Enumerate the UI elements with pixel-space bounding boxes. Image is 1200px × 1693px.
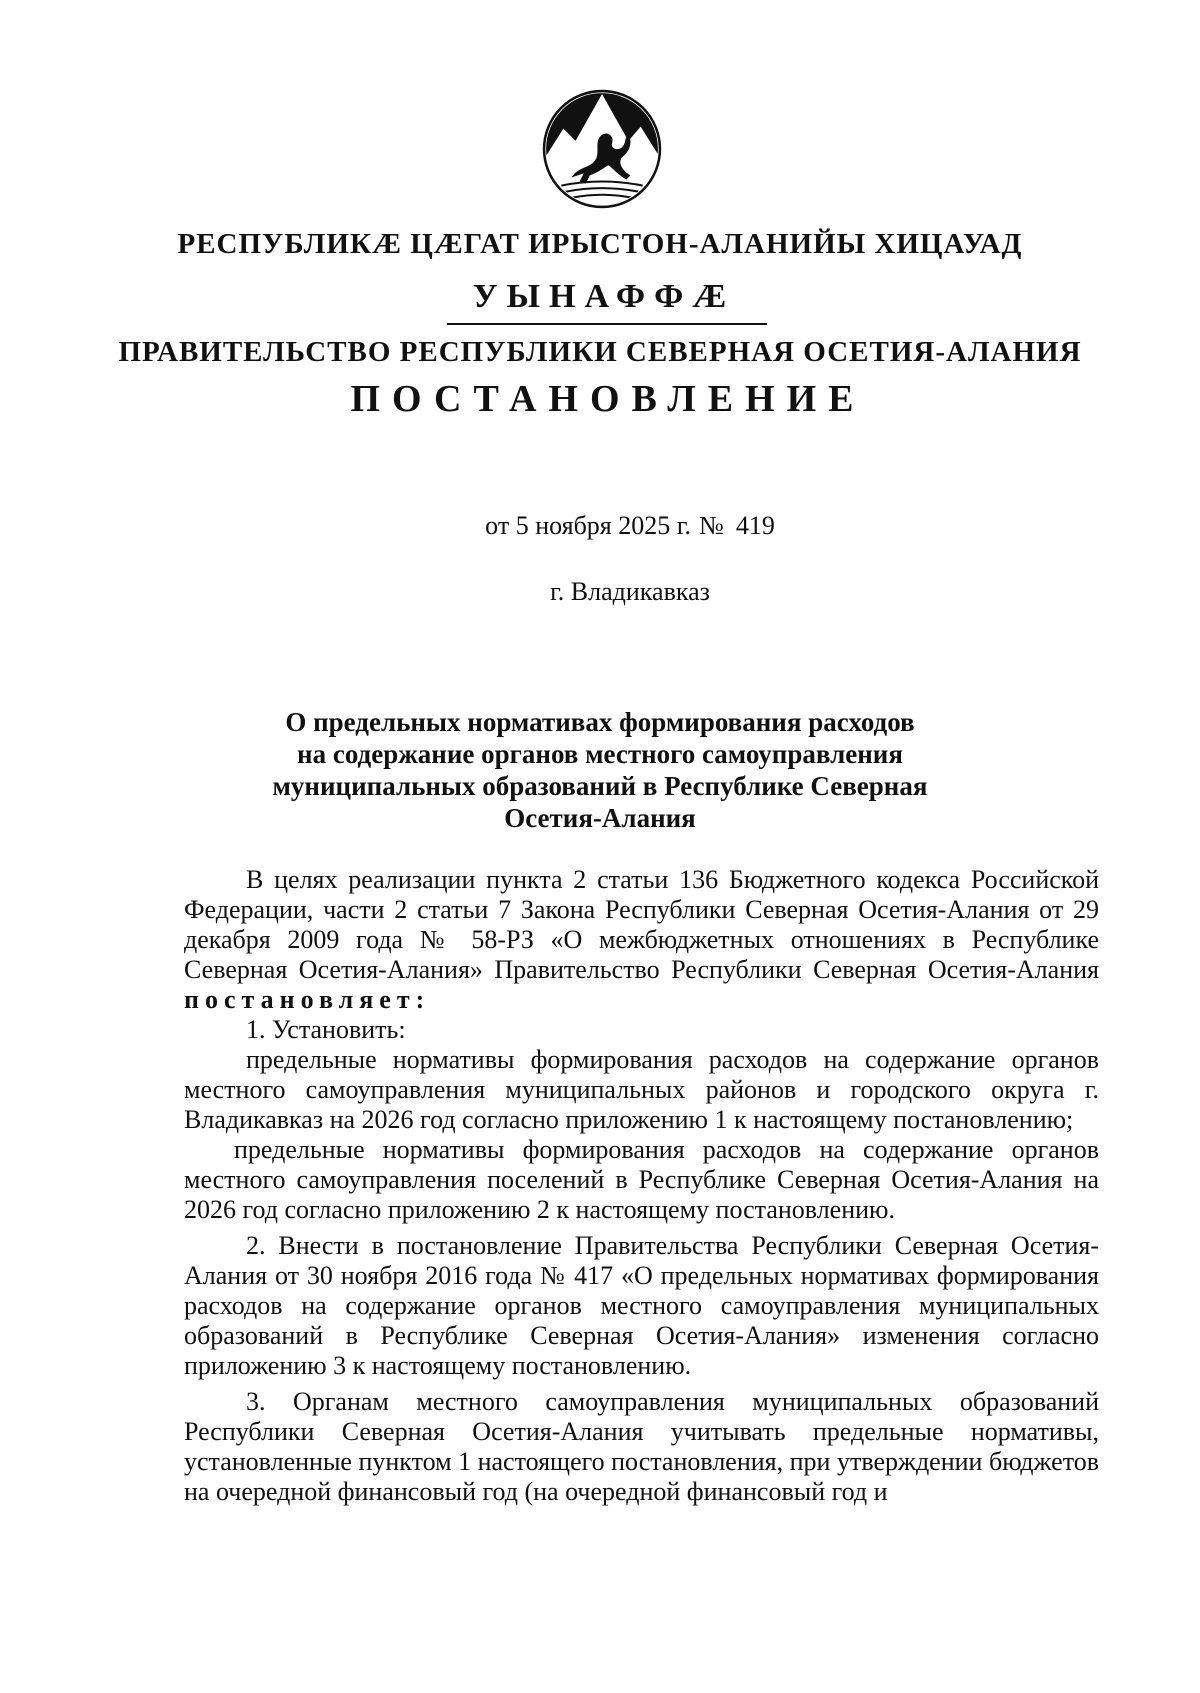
russian-document-type: ПОСТАНОВЛЕНИЕ bbox=[350, 378, 866, 420]
russian-government-heading: ПРАВИТЕЛЬСТВО РЕСПУБЛИКИ СЕВЕРНАЯ ОСЕТИЯ-АЛАНИЯ bbox=[118, 336, 1082, 368]
ossetian-document-type: УЫНАФФÆ bbox=[472, 278, 736, 315]
document-date-number bbox=[0, 511, 1200, 541]
decree-word: постановляет: bbox=[184, 985, 431, 1014]
item-1-title: 1. Установить: bbox=[246, 1015, 406, 1044]
item-2-paragraph: 2. Внести в постановление Правительства Республики Северная Осетия-Алания от 30 ноября 2016 года № 417 «О предельных нормативах формирования расходов на содержание органов местного самоуправления муниципальных образований в Республике Северная Осетия-Алания» изменения согласно приложению 3 к настоящему постановлению. bbox=[184, 1231, 1099, 1380]
number-sign: № bbox=[699, 511, 724, 540]
title-line: на содержание органов местного самоуправления bbox=[297, 739, 903, 769]
title-line: муниципальных образований в Республике Северная bbox=[272, 771, 928, 801]
title-line: Осетия-Алания bbox=[504, 803, 696, 833]
title-line: О предельных нормативах формирования расходов bbox=[285, 707, 915, 737]
document-number: 419 bbox=[735, 511, 775, 540]
document-city: г. Владикавказ bbox=[550, 577, 710, 606]
item-1-subparagraph-a: предельные нормативы формирования расходов на содержание органов местного самоуправления муниципальных районов и городского округа г. Владикавказ на 2026 год согласно приложению 1 к настоящему постановлению; bbox=[184, 1045, 1099, 1134]
document-date: от 5 ноября 2025 г. bbox=[485, 511, 691, 540]
header-divider bbox=[447, 323, 767, 325]
preamble-text: В целях реализации пункта 2 статьи 136 Бюджетного кодекса Российской Федерации, части 2 статьи 7 Закона Республики Северная Осетия-Алания от 29 декабря 2009 года № 58-РЗ «О межбюджетных отношениях в Республике Северная Осетия-Алания» Правительство Республики Северная Осетия-Алания bbox=[184, 865, 1099, 984]
ossetian-government-heading: РЕСПУБЛИКÆ ЦÆГАТ ИРЫСТОН-АЛАНИЙЫ ХИЦАУАД bbox=[177, 228, 1023, 260]
preamble-paragraph bbox=[184, 865, 1099, 1015]
coat-of-arms-emblem bbox=[541, 88, 663, 210]
item-1-subparagraph-b: предельные нормативы формирования расходов на содержание органов местного самоуправления поселений в Республике Северная Осетия-Алания на 2026 год согласно приложению 2 к настоящему постановлению. bbox=[184, 1135, 1099, 1224]
item-3-paragraph: 3. Органам местного самоуправления муниципальных образований Республики Северная Осетия-Алания учитывать предельные нормативы, установленные пунктом 1 настоящего постановления, при утверждении бюджетов на очередной финансовый год (на очередной финансовый год и bbox=[184, 1387, 1099, 1506]
document-body bbox=[184, 865, 1099, 1507]
document-title bbox=[0, 706, 1200, 834]
